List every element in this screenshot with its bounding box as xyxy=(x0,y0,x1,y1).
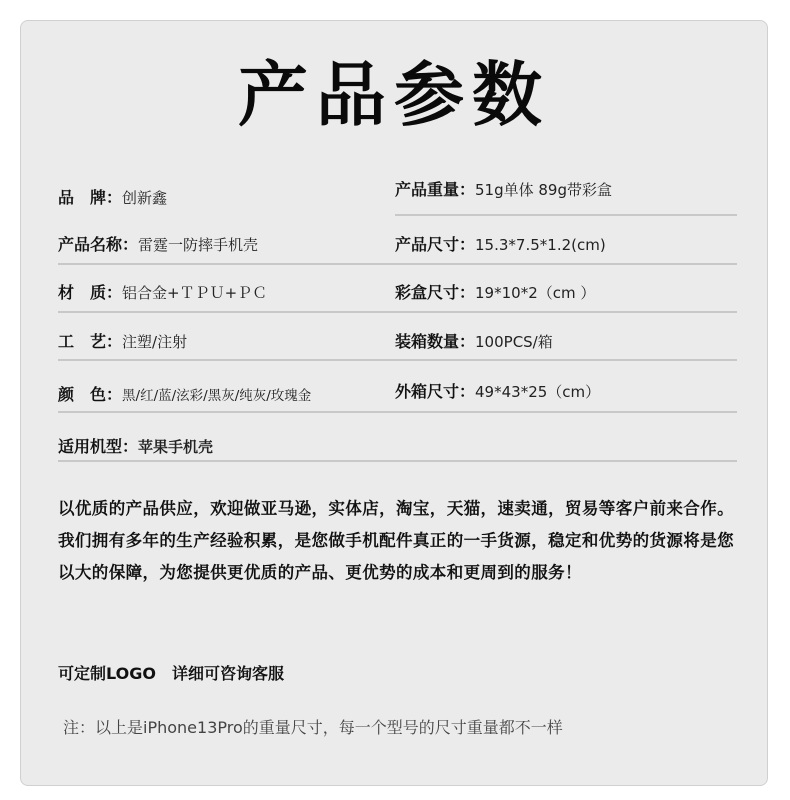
customization-text: 可定制LOGO 详细可咨询客服 xyxy=(58,664,284,683)
param-label: 材 质： xyxy=(58,283,123,302)
param-label: 产品重量： xyxy=(395,180,476,199)
param-label: 外箱尺寸： xyxy=(395,382,476,401)
param-carton-size xyxy=(395,379,600,402)
description-paragraph: 以优质的产品供应，欢迎做亚马逊，实体店，淘宝，天猫，速卖通，贸易等客户前来合作。我们拥有多年的生产经验积累，是您做手机配件真正的一手货源，稳定和优势的货源将是您以大的保障，为您提供更优质的产品、更优势的成本和更周到的服务！ xyxy=(58,499,734,582)
param-process xyxy=(58,329,187,352)
param-label: 工 艺： xyxy=(58,332,123,351)
note-text: 注：以上是iPhone13Pro的重量尺寸，每一个型号的尺寸重量都不一样 xyxy=(63,718,563,737)
param-brand xyxy=(58,185,167,208)
param-label: 装箱数量： xyxy=(395,332,476,351)
param-value: 铝合金+ＴＰＵ+ＰＣ xyxy=(122,284,268,302)
param-weight xyxy=(395,177,612,200)
param-label: 彩盒尺寸： xyxy=(395,283,476,302)
page-title: 产品参数 xyxy=(238,54,550,136)
param-value: 15.3*7.5*1.2(cm) xyxy=(475,236,606,254)
divider xyxy=(58,460,737,462)
param-label: 产品尺寸： xyxy=(395,235,476,254)
param-value: 51g单体 89g带彩盒 xyxy=(475,181,613,199)
param-compatible-model xyxy=(58,434,213,457)
divider xyxy=(58,263,737,265)
param-label: 颜 色： xyxy=(58,385,123,404)
param-value: 雷霆一防摔手机壳 xyxy=(138,236,259,254)
param-value: 黑/红/蓝/泫彩/黑灰/纯灰/玫瑰金 xyxy=(122,388,312,404)
param-value: 100PCS/箱 xyxy=(475,333,553,351)
param-color xyxy=(58,382,311,405)
param-size xyxy=(395,232,606,255)
divider xyxy=(58,411,737,413)
param-box-size xyxy=(395,280,595,303)
param-value: 注塑/注射 xyxy=(122,333,188,351)
param-material xyxy=(58,280,267,303)
param-product-name xyxy=(58,232,258,255)
param-value: 19*10*2（cm ） xyxy=(475,284,596,302)
param-value: 创新鑫 xyxy=(122,189,168,207)
param-label: 品 牌： xyxy=(58,188,123,207)
param-label: 产品名称： xyxy=(58,235,139,254)
divider xyxy=(395,214,737,216)
param-label: 适用机型： xyxy=(58,437,139,456)
param-value: 49*43*25（cm） xyxy=(475,383,601,401)
param-packing-qty xyxy=(395,329,553,352)
divider xyxy=(58,311,737,313)
param-value: 苹果手机壳 xyxy=(138,438,214,456)
divider xyxy=(58,359,737,361)
product-params-card xyxy=(20,20,768,786)
